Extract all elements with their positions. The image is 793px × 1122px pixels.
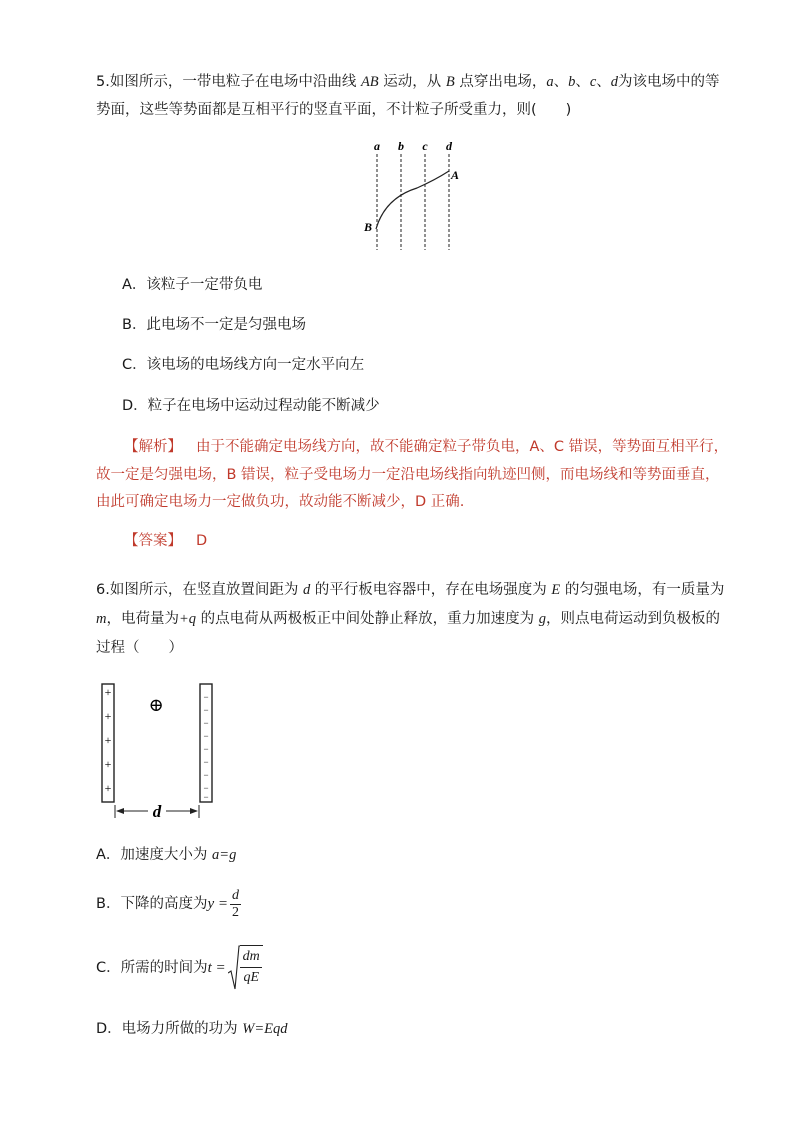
analysis-tag: 【解析】 [124, 439, 182, 455]
sqrt-dm-over-qe: dm qE [228, 945, 263, 991]
answer-value: D [196, 533, 208, 549]
q5-stem-line2: 势面，这些等势面都是互相平行的竖直平面，不计粒子所受重力，则( ) [96, 102, 572, 118]
q5-option-d[interactable]: D．粒子在电场中运动过程动能不断减少 [122, 398, 380, 414]
minus-sign: − [203, 692, 209, 702]
trajectory-curve [376, 171, 449, 229]
point-charge: ⊕ [148, 695, 164, 715]
q5-number: 5. [96, 74, 110, 90]
q5-option-c[interactable]: C．该电场的电场线方向一定水平向左 [122, 357, 365, 373]
label-b: b [398, 139, 404, 153]
q6-stem-line3: 过程（ ） [96, 640, 183, 656]
q5-analysis-line2: 故一定是匀强电场，B 错误，粒子受电场力一定沿电场线指向轨迹凹侧，而电场线和等势面垂直， [96, 467, 720, 483]
minus-sign: − [203, 731, 209, 741]
q6-stem-line2: m，电荷量为+q 的点电荷从两极板正中间处静止释放，重力加速度为 g，则点电荷运动到负极板的 [96, 611, 720, 627]
q6-option-a[interactable]: A．加速度大小为 a=g [96, 847, 237, 863]
q5-analysis-line3: 由此可确定电场力一定做负功，故动能不断减少，D 正确. [96, 494, 465, 510]
q5-stem-line1: 5.如图所示，一带电粒子在电场中沿曲线 AB 运动，从 B 点穿出电场，a、b、c、d为该电场中的等 [96, 74, 720, 90]
q5-figure [355, 136, 465, 254]
radical-sign [228, 945, 240, 991]
q5-answer [124, 531, 207, 551]
plus-sign: + [104, 733, 112, 747]
fraction-d-over-2: $\frac{d}{2}$ [231, 887, 239, 920]
minus-sign: − [203, 705, 209, 715]
distance-label: d [152, 802, 162, 821]
q5-option-a[interactable]: A．该粒子一定带负电 [122, 277, 263, 293]
q6-figure [96, 680, 226, 830]
plus-sign: + [104, 757, 112, 771]
arrowhead-right [190, 808, 198, 814]
answer-tag: 【答案】 [124, 533, 182, 549]
label-a: a [374, 139, 380, 153]
minus-sign: − [203, 783, 209, 793]
point-A: A [451, 168, 460, 182]
q6-option-c[interactable]: C．所需的时间为 t = dm qE [96, 944, 263, 992]
q5-option-b[interactable]: B．此电场不一定是匀强电场 [122, 317, 306, 333]
label-c: c [422, 139, 428, 153]
minus-sign: − [203, 744, 209, 754]
arrowhead-left [116, 808, 124, 814]
plus-sign: + [104, 781, 112, 795]
plus-sign: + [104, 685, 112, 699]
minus-sign: − [203, 770, 209, 780]
q6-option-d[interactable]: D．电场力所做的功为 W=Eqd [96, 1021, 288, 1037]
label-d: d [446, 139, 452, 153]
point-B: B [364, 220, 373, 234]
q6-option-b[interactable]: B．下降的高度为 y = $\frac{d}{2}$ [96, 887, 239, 920]
q6-number: 6. [96, 582, 110, 598]
minus-sign: − [203, 718, 209, 728]
q6-stem-line1: 6.如图所示，在竖直放置间距为 d 的平行板电容器中，存在电场强度为 E 的匀强电场，有一质量为 [96, 582, 725, 598]
plus-sign: + [104, 709, 112, 723]
minus-sign: − [203, 792, 209, 802]
q5-analysis-line1: 【解析】 由于不能确定电场线方向，故不能确定粒子带负电，A、C 错误，等势面互相平行， [124, 439, 729, 455]
minus-sign: − [203, 757, 209, 767]
